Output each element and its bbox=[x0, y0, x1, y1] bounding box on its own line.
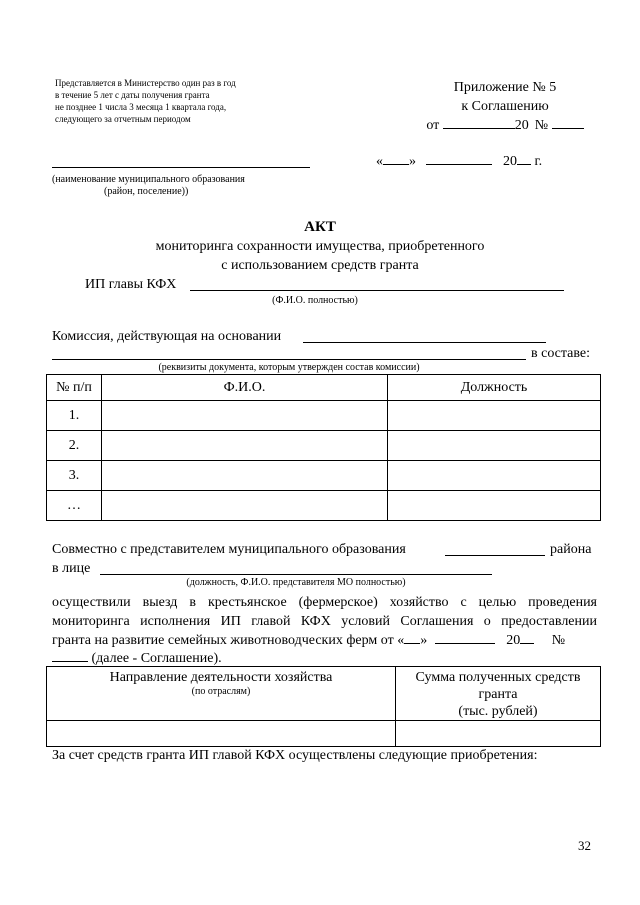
row-number: 2. bbox=[47, 431, 102, 461]
member-name-cell[interactable] bbox=[102, 431, 388, 461]
grant-amount-cell[interactable] bbox=[396, 721, 601, 747]
appendix-title: Приложение № 5 bbox=[453, 80, 557, 95]
submission-note-line: следующего за отчетным периодом bbox=[55, 114, 191, 124]
member-name-cell[interactable] bbox=[102, 461, 388, 491]
paragraph-line-last: (далее - Соглашение). bbox=[52, 649, 222, 669]
column-header-number: № п/п bbox=[47, 375, 102, 401]
district-line bbox=[445, 555, 545, 556]
appendix-ref: к Соглашению bbox=[461, 99, 549, 114]
submission-note-line: Представляется в Министерство один раз в год bbox=[55, 78, 236, 88]
table-header-row bbox=[47, 667, 601, 721]
purchases-text: За счет средств гранта ИП главой КФХ осуществлены следующие приобретения: bbox=[52, 748, 538, 763]
in-person-label: в лице bbox=[52, 561, 91, 576]
commission-caption: (реквизиты документа, которым утвержден состав комиссии) bbox=[158, 362, 420, 373]
act-title: АКТ bbox=[304, 219, 336, 235]
row-number: 3. bbox=[47, 461, 102, 491]
activity-direction-cell[interactable] bbox=[47, 721, 396, 747]
table-row bbox=[47, 401, 601, 431]
member-position-cell[interactable] bbox=[388, 401, 601, 431]
submission-note-line: в течение 5 лет с даты получения гранта bbox=[55, 90, 210, 100]
activity-direction-header: Направление деятельности хозяйства (по отраслям) bbox=[47, 667, 396, 721]
column-header-name: Ф.И.О. bbox=[102, 375, 388, 401]
table-row bbox=[47, 461, 601, 491]
act-date-line: « » 20 г. bbox=[376, 154, 543, 169]
column-header-position: Должность bbox=[388, 375, 601, 401]
table-header-row bbox=[47, 375, 601, 401]
commission-basis-line bbox=[303, 342, 546, 343]
member-position-cell[interactable] bbox=[388, 431, 601, 461]
representative-caption: (должность, Ф.И.О. представителя МО полностью) bbox=[186, 577, 406, 588]
row-number: … bbox=[47, 491, 102, 521]
act-subtitle-line: мониторинга сохранности имущества, приобретенного bbox=[155, 239, 485, 254]
commission-label: Комиссия, действующая на основании bbox=[52, 329, 282, 344]
page-number: 32 bbox=[578, 838, 591, 853]
commission-members-table bbox=[46, 374, 601, 521]
ip-caption: (Ф.И.О. полностью) bbox=[272, 295, 358, 306]
activity-table bbox=[46, 666, 601, 747]
grant-amount-header: Сумма полученных средств гранта (тыс. рублей) bbox=[396, 667, 601, 721]
table-row bbox=[47, 491, 601, 521]
joint-suffix: района bbox=[550, 542, 592, 557]
member-name-cell[interactable] bbox=[102, 401, 388, 431]
paragraph-line: мониторинга исполнения ИП главой КФХ условий Соглашения о предоставлении bbox=[52, 614, 597, 629]
submission-note bbox=[55, 77, 285, 125]
paragraph-line: осуществили выезд в крестьянское (фермерское) хозяйство с целью проведения bbox=[52, 595, 597, 610]
paragraph-line-agreement: гранта на развитие семейных животноводческих ферм от « » 20 № bbox=[52, 633, 566, 648]
representative-line bbox=[100, 574, 492, 575]
member-position-cell[interactable] bbox=[388, 461, 601, 491]
municipality-name-line bbox=[52, 167, 310, 168]
table-row bbox=[47, 721, 601, 747]
commission-basis-line-2 bbox=[52, 359, 526, 360]
appendix-date-line: от 20 № bbox=[410, 116, 600, 135]
member-position-cell[interactable] bbox=[388, 491, 601, 521]
ip-name-line bbox=[190, 290, 564, 291]
ip-label: ИП главы КФХ bbox=[85, 277, 177, 292]
joint-text: Совместно с представителем муниципального образования bbox=[52, 542, 406, 557]
submission-note-line: не позднее 1 числа 3 месяца 1 квартала года, bbox=[55, 102, 227, 112]
table-row bbox=[47, 431, 601, 461]
commission-suffix: в составе: bbox=[531, 346, 591, 361]
act-subtitle-line: с использованием средств гранта bbox=[221, 258, 419, 273]
municipality-caption: (наименование муниципального образования (район, поселение)) bbox=[52, 174, 245, 197]
row-number: 1. bbox=[47, 401, 102, 431]
appendix-block bbox=[410, 78, 600, 135]
member-name-cell[interactable] bbox=[102, 491, 388, 521]
